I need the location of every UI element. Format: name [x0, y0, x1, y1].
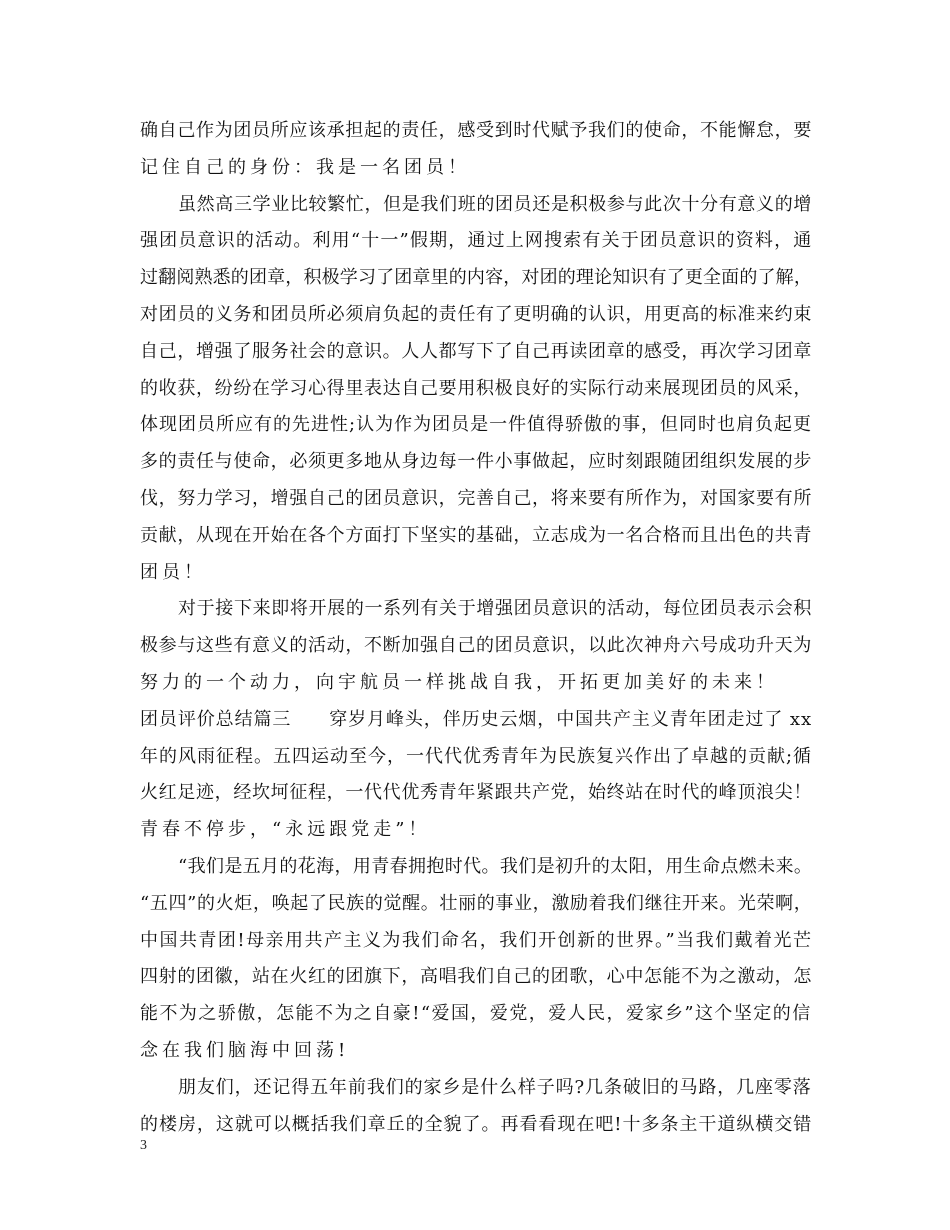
- text-line: 强团员意识的活动。利用“十一”假期，通过上网搜索有关于团员意识的资料，通: [140, 230, 813, 252]
- text-line: 能不为之骄傲，怎能不为之自豪!“爱国，爱党，爱人民，爱家乡”这个坚定的信: [140, 1003, 812, 1025]
- text-line: 的楼房，这就可以概括我们章丘的全貌了。再看看现在吧!十多条主干道纵横交错: [140, 1113, 813, 1135]
- text-line: 过翻阅熟悉的团章，积极学习了团章里的内容，对团的理论知识有了更全面的了解，: [140, 267, 812, 289]
- text-line: 念在我们脑海中回荡!: [140, 1040, 350, 1061]
- text-line: 极参与这些有意义的活动，不断加强自己的团员意识，以此次神舟六号成功升天为: [140, 635, 812, 657]
- text-line: 对于接下来即将开展的一系列有关于增强团员意识的活动，每位团员表示会积: [178, 598, 812, 620]
- text-line: 多的责任与使命，必须更多地从身边每一件小事做起，应时刻跟随团组织发展的步: [140, 451, 812, 473]
- text-line: 贡献，从现在开始在各个方面打下坚实的基础，立志成为一名合格而且出色的共青: [140, 524, 812, 546]
- text-line: “五四”的火炬，唤起了民族的觉醒。壮丽的事业，激励着我们继往开来。光荣啊，: [140, 892, 813, 914]
- text-line: 中国共青团!母亲用共产主义为我们命名，我们开创新的世界。”当我们戴着光芒: [140, 929, 813, 951]
- text-line: “我们是五月的花海，用青春拥抱时代。我们是初升的太阳，用生命点燃未来。: [178, 856, 813, 877]
- text-line: 努力的一个动力，向宇航员一样挑战自我，开拓更加美好的未来！: [140, 672, 778, 693]
- text-line: 火红足迹，经坎坷征程，一代代优秀青年紧跟共产党，始终站在时代的峰顶浪尖！: [140, 782, 812, 804]
- text-line: 团员！: [140, 561, 206, 583]
- text-line: 自己，增强了服务社会的意识。人人都写下了自己再读团章的感受，再次学习团章: [140, 340, 812, 362]
- text-line: 体现团员所应有的先进性;认为作为团员是一件值得骄傲的事，但同时也肩负起更: [140, 414, 813, 436]
- text-line: 团员评价总结篇三 穿岁月峰头，伴历史云烟，中国共产主义青年团走过了 xx: [140, 708, 813, 730]
- text-line: 年的风雨征程。五四运动至今，一代代优秀青年为民族复兴作出了卓越的贡献;循: [140, 745, 813, 767]
- text-line: 朋友们，还记得五年前我们的家乡是什么样子吗?几条破旧的马路，几座零落: [178, 1076, 812, 1098]
- text-line: 虽然高三学业比较繁忙，但是我们班的团员还是积极参与此次十分有意义的增: [178, 193, 812, 215]
- text-line: 四射的团徽，站在火红的团旗下，高唱我们自己的团歌，心中怎能不为之激动，怎: [140, 966, 812, 988]
- text-line: 伐，努力学习，增强自己的团员意识，完善自己，将来要有所作为，对国家要有所: [140, 488, 812, 509]
- text-line: 的收获，纷纷在学习心得里表达自己要用积极良好的实际行动来展现团员的风采，: [140, 377, 812, 399]
- text-line: 确自己作为团员所应该承担起的责任，感受到时代赋予我们的使命，不能懈怠，要: [140, 120, 812, 141]
- text-line: 记住自己的身份：我是一名团员！: [140, 156, 470, 178]
- page-number: 3: [140, 1138, 147, 1153]
- text-line: 青春不停步，“永远跟党走”！: [140, 819, 431, 841]
- text-line: 对团员的义务和团员所必须肩负起的责任有了更明确的认识，用更高的标准来约束: [140, 304, 812, 325]
